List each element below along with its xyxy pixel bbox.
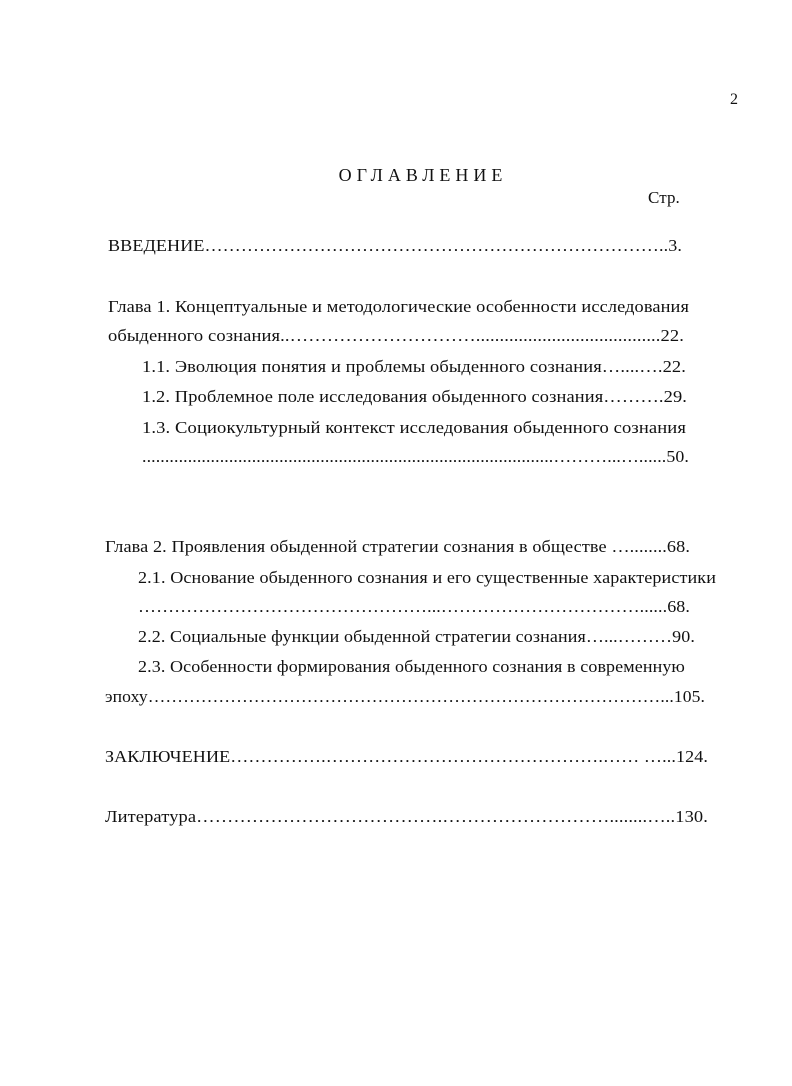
toc-section-2-3-continued: эпоху……………………………………………………………………………...105. bbox=[105, 687, 705, 706]
page-title: ОГЛАВЛЕНИЕ bbox=[338, 165, 508, 185]
toc-section-2-3: 2.3. Особенности формирования обыденного сознания в современную bbox=[138, 657, 685, 676]
toc-chapter-2-title: Глава 2. Проявления обыденной стратегии сознания в обществе …........68. bbox=[105, 537, 690, 556]
toc-section-1-3-continued: ..........................................................................................………...…......50. bbox=[142, 447, 689, 466]
toc-section-1-2: 1.2. Проблемное поле исследования обыденного сознания……….29. bbox=[142, 387, 687, 406]
toc-section-1-1: 1.1. Эволюция понятия и проблемы обыденного сознания…....….22. bbox=[142, 357, 686, 376]
toc-section-2-1: 2.1. Основание обыденного сознания и его существенные характеристики bbox=[138, 568, 716, 587]
page-column-label: Стр. bbox=[648, 188, 680, 207]
toc-section-1-3: 1.3. Социокультурный контекст исследования обыденного сознания bbox=[142, 418, 686, 437]
toc-section-2-2: 2.2. Социальные функции обыденной стратегии сознания…...………90. bbox=[138, 627, 695, 646]
toc-intro: ВВЕДЕНИЕ…………………………………………………………………..3. bbox=[108, 236, 682, 255]
toc-conclusion: ЗАКЛЮЧЕНИЕ…………….……………………………………….…… …...124. bbox=[105, 747, 708, 766]
toc-chapter-1-title: Глава 1. Концептуальные и методологические особенности исследования bbox=[108, 297, 689, 316]
page-number: 2 bbox=[730, 91, 739, 108]
toc-section-2-1-continued: …………………………………………...……………………………......68. bbox=[138, 597, 690, 616]
toc-chapter-1-title-continued: обыденного сознания..………………………….......................................22. bbox=[108, 326, 684, 345]
toc-literature: Литература………………………………….………………………........…..130. bbox=[105, 807, 708, 826]
